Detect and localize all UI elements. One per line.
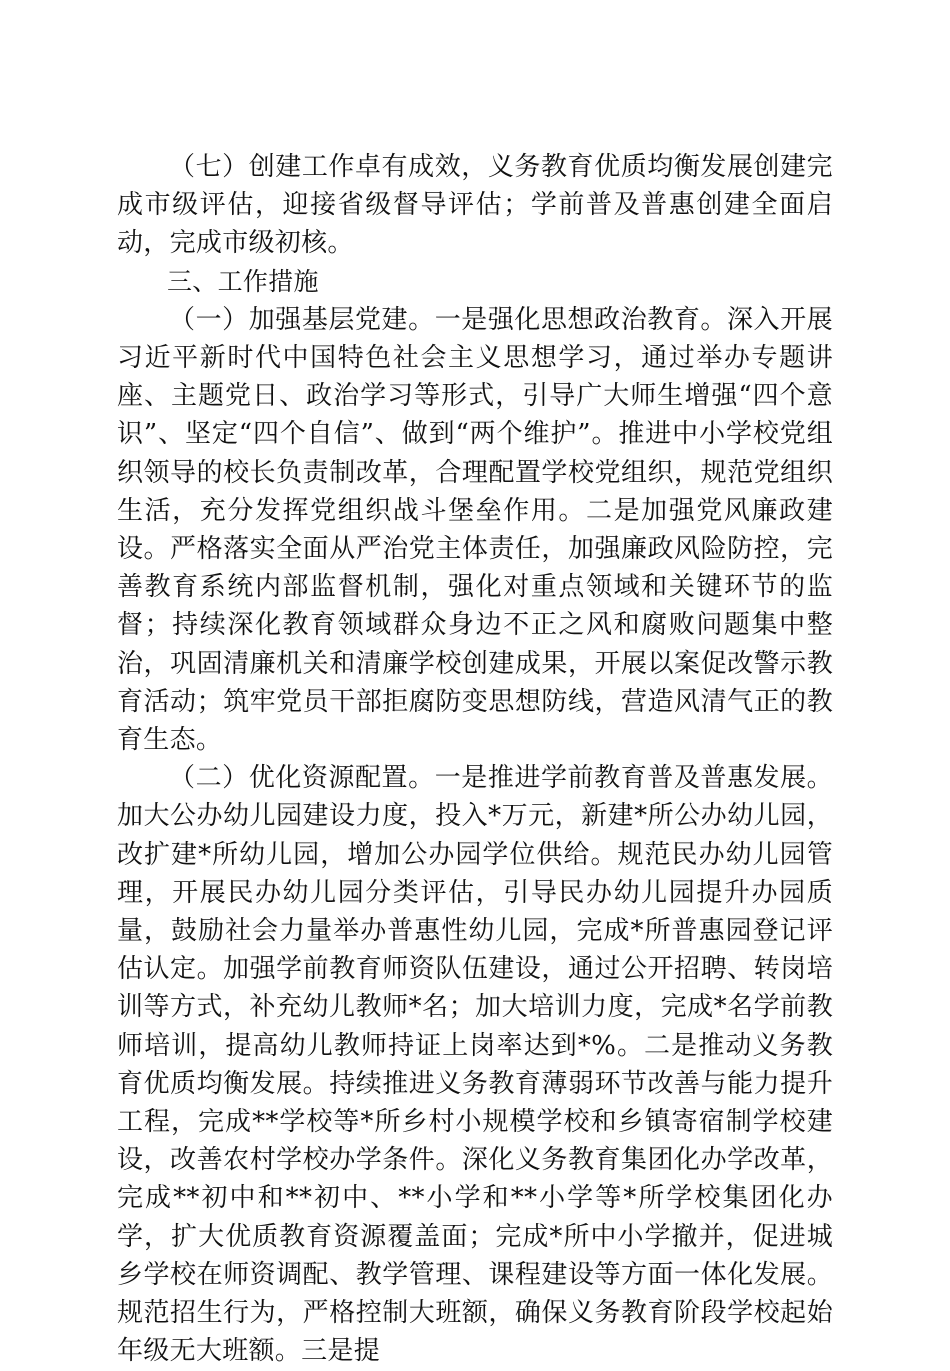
document-body <box>117 148 833 1371</box>
paragraph-party-building: （一）加强基层党建。一是强化思想政治教育。深入开展习近平新时代中国特色社会主义思想学习，通过举办专题讲座、主题党日、政治学习等形式，引导广大师生增强“四个意识”、坚定“四个自信”、做到“两个维护”。推进中小学校党组织领导的校长负责制改革，合理配置学校党组织，规范党组织生活，充分发挥党组织战斗堡垒作用。二是加强党风廉政建设。严格落实全面从严治党主体责任，加强廉政风险防控，完善教育系统内部监督机制，强化对重点领域和关键环节的监督；持续深化教育领域群众身边不正之风和腐败问题集中整治，巩固清廉机关和清廉学校创建成果，开展以案促改警示教育活动；筑牢党员干部拒腐防变思想防线，营造风清气正的教育生态。 <box>117 304 833 756</box>
paragraph-resource-allocation: （二）优化资源配置。一是推进学前教育普及普惠发展。加大公办幼儿园建设力度，投入*万元，新建*所公办幼儿园，改扩建*所幼儿园，增加公办园学位供给。规范民办幼儿园管理，开展民办幼儿园分类评估，引导民办幼儿园提升办园质量，鼓励社会力量举办普惠性幼儿园，完成*所普惠园登记评估认定。加强学前教育师资队伍建设，通过公开招聘、转岗培训等方式，补充幼儿教师*名；加大培训力度，完成*名学前教师培训，提高幼儿教师持证上岗率达到*%。二是推动义务教育优质均衡发展。持续推进义务教育薄弱环节改善与能力提升工程，完成**学校等*所乡村小规模学校和乡镇寄宿制学校建设，改善农村学校办学条件。深化义务教育集团化办学改革，完成**初中和**初中、**小学和**小学等*所学校集团化办学，扩大优质教育资源覆盖面；完成*所中小学撤并，促进城乡学校在师资调配、教学管理、课程建设等方面一体化发展。规范招生行为，严格控制大班额，确保义务教育阶段学校起始年级无大班额。三是提 <box>117 763 833 1367</box>
section-heading-work-measures: 三、工作措施 <box>167 266 319 296</box>
paragraph-goal-seven: （七）创建工作卓有成效，义务教育优质均衡发展创建完成市级评估，迎接省级督导评估；学前普及普惠创建全面启动，完成市级初核。 <box>117 152 833 259</box>
